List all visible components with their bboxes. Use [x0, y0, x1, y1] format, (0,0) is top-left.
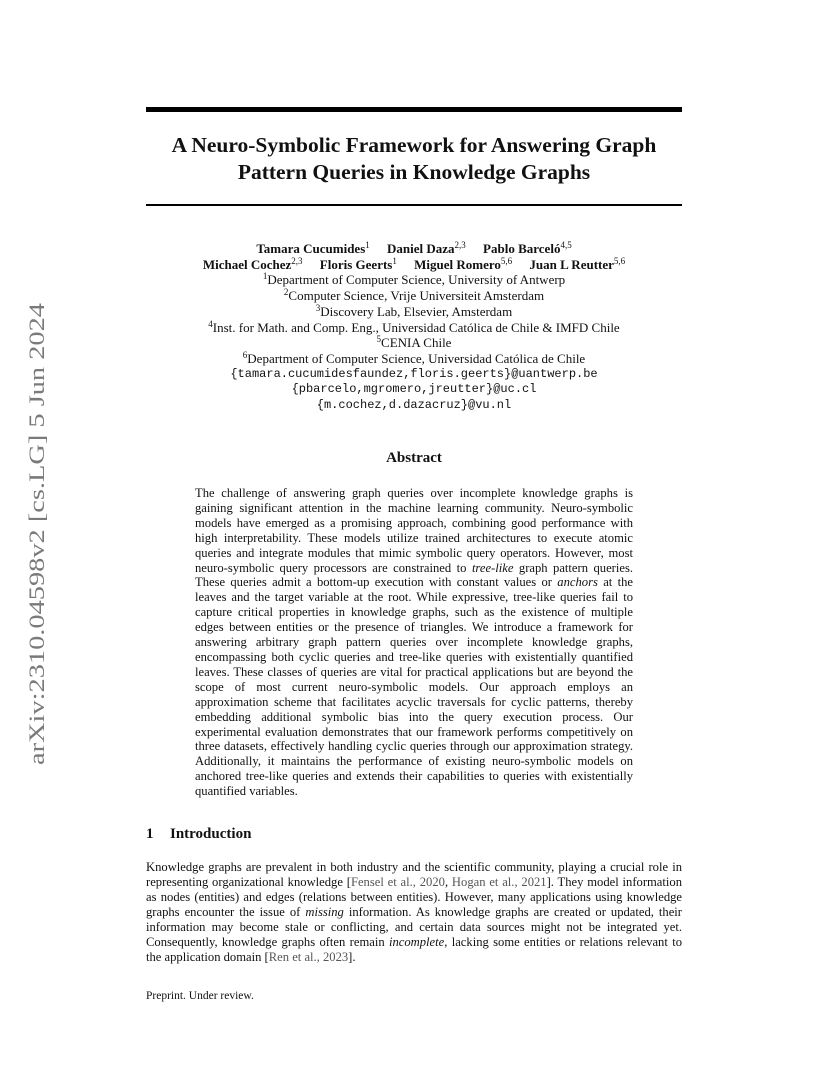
title-line-1: A Neuro-Symbolic Framework for Answering Graph	[171, 133, 657, 157]
affiliation-text: Discovery Lab, Elsevier, Amsterdam	[320, 303, 513, 319]
email-line: {tamara.cucumidesfaundez,floris.geerts}@uantwerp.be	[230, 366, 598, 381]
affiliation-mark: 6	[242, 349, 248, 360]
arxiv-side-stamp	[22, 300, 52, 770]
affiliation-line	[146, 335, 682, 351]
section-heading	[146, 826, 251, 843]
author-name: Tamara Cucumides	[256, 241, 366, 256]
author-affiliation-mark: 1	[365, 240, 370, 250]
intro-text: ].	[348, 950, 356, 964]
author-affiliation-mark: 4,5	[560, 240, 572, 250]
intro-text: Knowledge graphs are prevalent in both industry and the scientific community, playing a crucial role in representing organizational knowledge [	[146, 860, 682, 889]
title-bottom-rule	[146, 204, 682, 206]
abstract-heading: Abstract	[386, 450, 442, 466]
intro-text: ]. They model information as nodes (entities) and edges (relations between entities). However, many applications using knowledge graphs encounter the issue of	[146, 875, 682, 919]
affiliation-mark: 5	[376, 334, 382, 345]
email-line: {m.cochez,d.dazacruz}@vu.nl	[316, 398, 512, 413]
section-title: Introduction	[170, 826, 252, 842]
author-affiliation-mark: 5,6	[500, 255, 513, 266]
author-name: Daniel Daza	[387, 241, 455, 256]
intro-text: ,	[444, 875, 452, 889]
author-name: Michael Cochez	[202, 256, 292, 272]
affiliation-mark: 3	[315, 302, 321, 313]
affiliation-text: Inst. for Math. and Comp. Eng., Universidad Católica de Chile & IMFD Chile	[212, 319, 620, 335]
affiliation-mark: 4	[208, 318, 213, 329]
affiliation-mark: 1	[262, 271, 268, 282]
citation-link[interactable]: Fensel et al., 2020	[350, 875, 445, 889]
author-name: Floris Geerts	[319, 256, 393, 272]
email-line: {pbarcelo,mgromero,jreutter}@uc.cl	[291, 382, 537, 397]
citation-link[interactable]: Ren et al., 2023	[268, 950, 349, 964]
affiliation-text: CENIA Chile	[381, 335, 452, 351]
author-affiliation-mark: 1	[392, 255, 397, 266]
arxiv-stamp-text: arXiv:2310.04598v2 [cs.LG] 5 Jun 2024	[24, 398, 49, 765]
paper-title	[146, 132, 682, 186]
intro-emphasis: missing	[305, 905, 344, 919]
author-name: Juan L Reutter	[529, 256, 614, 272]
affiliation-line	[146, 288, 682, 304]
abstract-emphasis: tree-like	[471, 560, 514, 575]
intro-text: information. As knowledge graphs are created or updated, their information may become stale or conflicting, and certain data sources might not be integrated yet. Consequently, knowledge graphs often remain	[146, 905, 683, 949]
affiliation-text: Department of Computer Science, Universidad Católica de Chile	[247, 350, 586, 366]
author-name: Pablo Barceló	[483, 241, 561, 256]
affiliation-line	[146, 272, 682, 288]
citation-link[interactable]: Hogan et al., 2021	[451, 875, 547, 889]
intro-text: , lacking some entities or relations relevant to the application domain [	[146, 935, 682, 964]
author-affiliation-mark: 2,3	[291, 255, 303, 266]
footer-note: Preprint. Under review.	[146, 990, 254, 1002]
affiliation-line	[146, 320, 682, 336]
title-line-2: Pattern Queries in Knowledge Graphs	[237, 160, 591, 184]
section-number: 1	[146, 826, 154, 842]
affiliation-line	[146, 304, 682, 320]
abstract-text: graph pattern queries. These queries admit a bottom-up execution with constant values or	[195, 560, 633, 590]
title-top-rule	[146, 107, 682, 112]
intro-paragraph	[146, 860, 682, 965]
abstract-text: at the leaves and the target variable at the root. While expressive, tree-like queries fail to capture critical properties in knowledge graphs, such as the existence of multiple edges between entities or the presence of triangles. We introduce a framework for answering arbitrary graph pattern queries over incomplete knowledge graphs, encompassing both cyclic queries and tree-like queries with existentially quantified leaves. These classes of queries are vital for practical applications but are beyond the scope of most current neuro-symbolic models. Our approach employs an approximation scheme that facilitates acyclic traversals for cyclic patterns, thereby embedding additional symbolic bias into the query execution process. Our experimental evaluation demonstrates that our framework performs competitively on three datasets, effectively handling cyclic queries through our approximation strategy. Additionally, it maintains the performance of existing neuro-symbolic models on anchored tree-like queries and extends their capabilities to queries with existentially quantified variables.	[195, 575, 633, 799]
author-name: Miguel Romero	[414, 256, 501, 272]
affiliation-mark: 2	[283, 287, 289, 298]
author-affiliation-mark: 2,3	[454, 240, 466, 250]
author-row-1	[146, 241, 682, 257]
author-row-2	[146, 257, 682, 273]
abstract-body	[195, 486, 633, 799]
affiliation-text: Department of Computer Science, University of Antwerp	[267, 272, 566, 288]
author-block	[146, 241, 682, 414]
affiliation-text: Computer Science, Vrije Universiteit Amsterdam	[288, 288, 545, 304]
author-affiliation-mark: 5,6	[613, 255, 626, 266]
affiliation-line	[146, 351, 682, 367]
abstract-text: The challenge of answering graph queries over incomplete knowledge graphs is gaining significant attention in the machine learning community. Neuro-symbolic models have emerged as a promising approach, combining good performance with high interpretability. These models utilize trained architectures to execute atomic queries and integrate modules that mimic symbolic query operators. However, most neuro-symbolic query processors are constrained to	[195, 486, 633, 575]
abstract-emphasis: anchors	[557, 575, 598, 590]
intro-emphasis: incomplete	[388, 935, 445, 949]
